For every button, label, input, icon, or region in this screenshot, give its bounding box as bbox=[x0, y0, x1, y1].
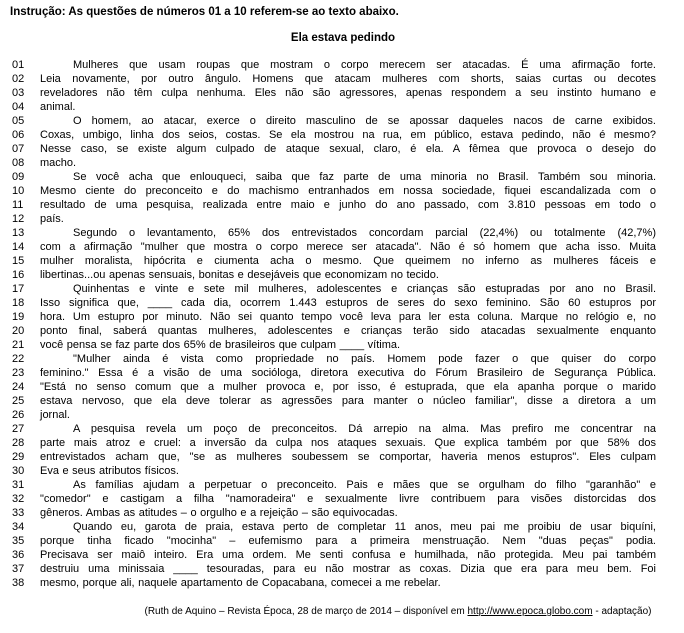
text-line bbox=[10, 450, 676, 464]
line-text: reveladores não têm culpa nenhuma. Eles não são agressores, apenas respondem a seu instinto humano e bbox=[40, 87, 656, 99]
line-number: 23 bbox=[12, 367, 25, 379]
line-number: 24 bbox=[12, 381, 25, 393]
text-line bbox=[10, 534, 676, 548]
line-text: Quinhentas e vinte e sete mil mulheres, adolescentes e crianças são estupradas por ano no Brasil. bbox=[73, 283, 656, 295]
text-line bbox=[10, 492, 676, 506]
line-number: 33 bbox=[12, 507, 25, 519]
citation-prefix: (Ruth de Aquino – Revista Época, 28 de março de 2014 – disponível em bbox=[144, 606, 468, 617]
line-text: Segundo o levantamento, 65% dos entrevistados concordam parcial (22,4%) ou totalmente (42,7%) bbox=[73, 227, 656, 239]
source-citation bbox=[120, 605, 676, 618]
line-number: 22 bbox=[12, 353, 25, 365]
line-number: 31 bbox=[12, 479, 25, 491]
text-line bbox=[10, 464, 676, 478]
text-line bbox=[10, 268, 676, 282]
text-line bbox=[10, 226, 676, 240]
text-line bbox=[10, 548, 676, 562]
line-text: Leia novamente, por outro ângulo. Homens que atacam mulheres com shorts, saias curtas ou decotes bbox=[40, 73, 656, 85]
text-line bbox=[10, 296, 676, 310]
text-line bbox=[10, 184, 676, 198]
line-number: 35 bbox=[12, 535, 25, 547]
citation-suffix: - adaptação) bbox=[592, 606, 652, 617]
line-text: ponto final, saberá quantas mulheres, adolescentes e crianças terão sido atacadas sexualmente enquanto bbox=[40, 325, 656, 337]
line-text: você pensa se faz parte dos 65% de brasileiros que culpam ____ vítima. bbox=[40, 339, 401, 351]
text-line bbox=[10, 352, 676, 366]
line-number: 02 bbox=[12, 73, 25, 85]
line-number: 28 bbox=[12, 437, 25, 449]
line-text: "Mulher ainda é vista como propriedade no país. Homem pode fazer o que quiser do corpo bbox=[73, 353, 656, 365]
text-line bbox=[10, 58, 676, 72]
line-number: 34 bbox=[12, 521, 25, 533]
text-title: Ela estava pedindo bbox=[290, 32, 396, 44]
line-number: 26 bbox=[12, 409, 25, 421]
line-number: 32 bbox=[12, 493, 25, 505]
line-text: mulher moralista, hipócrita e ciumenta acha o mesmo. Que queimem no inferno as mulheres fáceis e bbox=[40, 255, 656, 267]
line-number: 37 bbox=[12, 563, 25, 575]
text-line bbox=[10, 198, 676, 212]
text-line bbox=[10, 324, 676, 338]
line-text: Quando eu, garota de praia, estava perto de completar 11 anos, meu pai me proibiu de usar biquíni, bbox=[73, 521, 656, 533]
line-number: 11 bbox=[12, 199, 24, 211]
text-line bbox=[10, 212, 676, 226]
source-url: http://www.epoca.globo.com bbox=[467, 606, 593, 617]
text-line bbox=[10, 366, 676, 380]
line-text: Nesse caso, se existe algum culpado de ataque sexual, claro, é ela. A fêmea que provoca o desejo do bbox=[40, 143, 656, 155]
line-number: 10 bbox=[12, 185, 25, 197]
text-line bbox=[10, 114, 676, 128]
instruction-text: Instrução: As questões de números 01 a 10 referem-se ao texto abaixo. bbox=[10, 6, 399, 18]
line-text: Eva e seus atributos físicos. bbox=[40, 465, 179, 477]
line-text: Se você acha que enlouqueci, saiba que faz parte de uma minoria no Brasil. Também sou minoria. bbox=[73, 171, 656, 183]
text-line bbox=[10, 422, 676, 436]
line-text: porque tinha ficado "mocinha" – eufemismo para a primeira menstruação. Nem "duas peças" podia. bbox=[40, 535, 656, 547]
line-number: 12 bbox=[12, 213, 25, 225]
line-number: 18 bbox=[12, 297, 25, 309]
line-text: gêneros. Ambas as atitudes – o orgulho e a rejeição – são equivocadas. bbox=[40, 507, 398, 519]
line-text: Mesmo ciente do preconceito e do machismo entranhados em nossa sociedade, fiquei escandalizada com o bbox=[40, 185, 656, 197]
line-text: com a afirmação "mulher que mostra o corpo merece ser atacada". Não é só homem que acha isso. Muita bbox=[40, 241, 656, 253]
line-number: 19 bbox=[12, 311, 25, 323]
line-text: jornal. bbox=[40, 409, 70, 421]
line-text: Isso significa que, ____ cada dia, ocorrem 1.443 estupros de seres do sexo feminino. São 60 estupros por bbox=[40, 297, 656, 309]
line-number: 21 bbox=[12, 339, 25, 351]
text-line bbox=[10, 394, 676, 408]
text-line bbox=[10, 576, 676, 590]
text-line bbox=[10, 156, 676, 170]
text-line bbox=[10, 506, 676, 520]
line-number: 06 bbox=[12, 129, 25, 141]
text-line bbox=[10, 86, 676, 100]
text-line bbox=[10, 520, 676, 534]
line-text: mesmo, porque ali, naquele apartamento de Copacabana, comecei a me rebelar. bbox=[40, 577, 441, 589]
text-line bbox=[10, 128, 676, 142]
line-text: "Está no senso comum que a mulher provoca e, por isso, é estuprada, que ela apanha porque o marido bbox=[40, 381, 656, 393]
text-line bbox=[10, 170, 676, 184]
line-number: 30 bbox=[12, 465, 25, 477]
line-text: feminino." Essa é a visão de uma socióloga, diretora executiva do Fórum Brasileiro de Segurança Pública. bbox=[40, 367, 656, 379]
line-text: A pesquisa revela um poço de preconceitos. Dá arrepio na alma. Mas prefiro me concentrar na bbox=[73, 423, 656, 435]
text-line bbox=[10, 240, 676, 254]
line-text: hora. Um estupro por minuto. Não sei quanto tempo você leva para ler esta coluna. Marque no relógio e, no bbox=[40, 311, 656, 323]
line-number: 38 bbox=[12, 577, 25, 589]
line-text: Precisava ser maiô inteiro. Era uma ordem. Me senti confusa e humilhada, não protegida. Meu pai também bbox=[40, 549, 656, 561]
line-text: estava nervoso, que ela deve tolerar as agressões para manter o núcleo familiar", disse a diretora a um bbox=[40, 395, 656, 407]
line-text: "comedor" e castigam a filha "namoradeira" e sexualmente livre contribuem para visões distorcidas dos bbox=[40, 493, 656, 505]
line-number: 03 bbox=[12, 87, 25, 99]
line-number: 16 bbox=[12, 269, 25, 281]
text-line bbox=[10, 478, 676, 492]
line-text: parte mais atroz e cruel: a inversão da culpa nos ataques sexuais. Que explica também por que 58% dos bbox=[40, 437, 656, 449]
text-line bbox=[10, 338, 676, 352]
text-line bbox=[10, 100, 676, 114]
line-number: 29 bbox=[12, 451, 25, 463]
line-text: animal. bbox=[40, 101, 76, 113]
text-line bbox=[10, 408, 676, 422]
text-line bbox=[10, 562, 676, 576]
line-number: 20 bbox=[12, 325, 25, 337]
line-number: 36 bbox=[12, 549, 25, 561]
line-number: 25 bbox=[12, 395, 25, 407]
text-line bbox=[10, 254, 676, 268]
line-number: 05 bbox=[12, 115, 25, 127]
line-text: entrevistados acham que, "se as mulheres soubessem se comportar, haveria menos estupros". Eles culpam bbox=[40, 451, 656, 463]
line-text: país. bbox=[40, 213, 64, 225]
line-text: O homem, ao atacar, exerce o direito masculino de se apossar daqueles nacos de carne exibidos. bbox=[73, 115, 656, 127]
line-number: 17 bbox=[12, 283, 25, 295]
line-number: 09 bbox=[12, 171, 25, 183]
text-line bbox=[10, 436, 676, 450]
line-text: As famílias ajudam a perpetuar o preconceito. Pais e mães que se orgulham do filho "garanhão" e bbox=[73, 479, 656, 491]
text-line bbox=[10, 142, 676, 156]
text-line bbox=[10, 72, 676, 86]
line-number: 04 bbox=[12, 101, 25, 113]
line-number: 14 bbox=[12, 241, 25, 253]
line-number: 01 bbox=[12, 59, 25, 71]
line-text: libertinas...ou apenas sensuais, bonitas e desejáveis que economizam no tecido. bbox=[40, 269, 439, 281]
line-number: 07 bbox=[12, 143, 25, 155]
text-line bbox=[10, 310, 676, 324]
line-text: Coxas, umbigo, linha dos seios, costas. Se ela mostrou na rua, em público, estava pedindo, não é mesmo? bbox=[40, 129, 656, 141]
line-text: macho. bbox=[40, 157, 77, 169]
line-number: 08 bbox=[12, 157, 25, 169]
line-number: 15 bbox=[12, 255, 25, 267]
text-lines bbox=[10, 58, 676, 590]
line-text: resultado de uma pesquisa, realizada entre maio e junho do ano passado, com 3.810 pessoas em todo o bbox=[40, 199, 656, 211]
text-line bbox=[10, 380, 676, 394]
text-line bbox=[10, 282, 676, 296]
line-text: destruiu uma minissaia ____ tesouradas, para eu não mostrar as coxas. Dizia que era para meu bem. Foi bbox=[40, 563, 656, 575]
line-number: 13 bbox=[12, 227, 25, 239]
line-text: Mulheres que usam roupas que mostram o corpo merecem ser atacadas. É uma afirmação forte. bbox=[73, 59, 656, 71]
line-number: 27 bbox=[12, 423, 25, 435]
